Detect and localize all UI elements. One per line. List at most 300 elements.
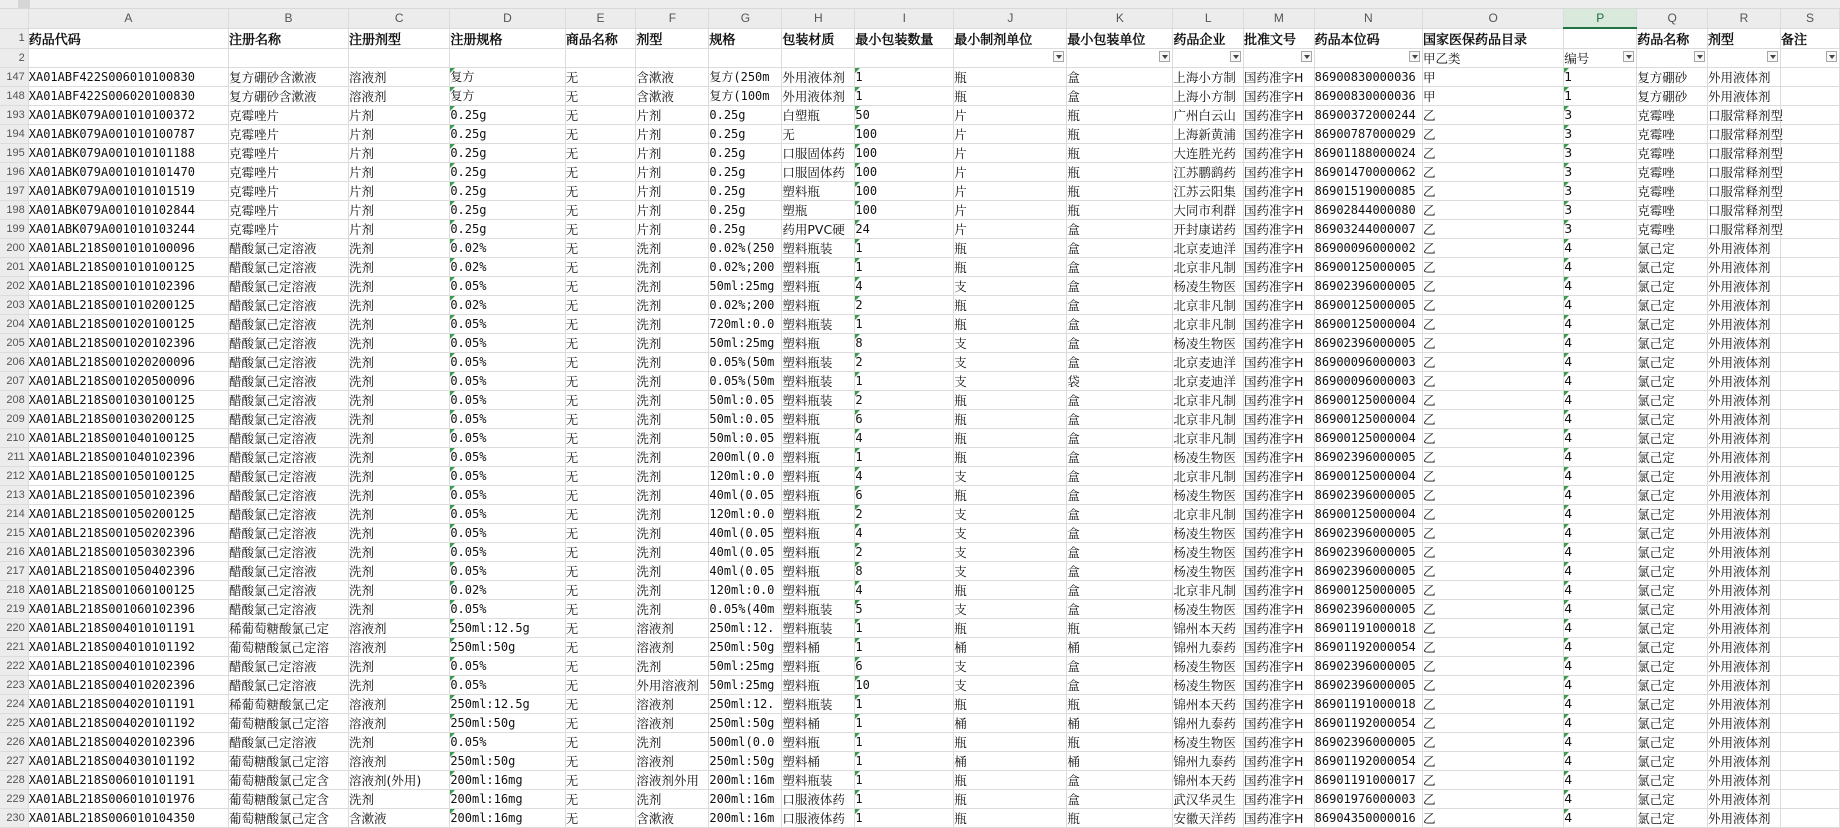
cell-i[interactable]: 24 <box>855 219 954 238</box>
cell-n[interactable]: 86900125000004 <box>1314 428 1422 447</box>
cell-n[interactable]: 86902396000005 <box>1314 523 1422 542</box>
cell-n[interactable]: 86900830000036 <box>1314 67 1422 86</box>
cell-p[interactable]: 4 <box>1564 276 1637 295</box>
cell-j[interactable]: 片 <box>954 162 1067 181</box>
cell-n[interactable]: 86900830000036 <box>1314 86 1422 105</box>
column-header-o[interactable]: O <box>1422 9 1563 28</box>
cell-r[interactable]: 外用液体剂 <box>1707 599 1780 618</box>
cell-m[interactable]: 国药准字H <box>1243 789 1314 808</box>
cell-j[interactable]: 片 <box>954 200 1067 219</box>
column-header-p[interactable]: P <box>1564 9 1637 28</box>
cell-g[interactable] <box>709 48 782 67</box>
cell-a[interactable]: XA01ABL218S001010102396 <box>28 276 228 295</box>
cell-q[interactable]: 氯己定 <box>1637 770 1708 789</box>
cell-h[interactable] <box>782 48 855 67</box>
cell-m[interactable]: 国药准字H <box>1243 656 1314 675</box>
cell-h[interactable]: 塑料瓶 <box>782 504 855 523</box>
cell-n[interactable]: 86901192000054 <box>1314 713 1422 732</box>
cell-e[interactable]: 无 <box>565 162 636 181</box>
cell-g[interactable]: 0.25g <box>709 219 782 238</box>
row-number[interactable]: 196 <box>0 162 28 181</box>
tab-stub[interactable] <box>18 0 30 8</box>
cell-q[interactable]: 克霉唑 <box>1637 143 1708 162</box>
cell-c[interactable]: 洗剂 <box>349 599 450 618</box>
cell-i[interactable]: 1 <box>855 789 954 808</box>
cell-s[interactable] <box>1780 770 1839 789</box>
cell-e[interactable]: 无 <box>565 770 636 789</box>
row-number[interactable]: 217 <box>0 561 28 580</box>
cell-i[interactable]: 1 <box>855 732 954 751</box>
column-header-l[interactable]: L <box>1173 9 1244 28</box>
cell-c[interactable]: 洗剂 <box>349 428 450 447</box>
cell-k[interactable]: 盒 <box>1067 257 1173 276</box>
cell-b[interactable]: 醋酸氯己定溶液 <box>228 580 348 599</box>
cell-h[interactable]: 塑料瓶装 <box>782 352 855 371</box>
cell-q[interactable]: 氯己定 <box>1637 637 1708 656</box>
cell-e[interactable]: 无 <box>565 789 636 808</box>
cell-a[interactable]: XA01ABL218S001040102396 <box>28 447 228 466</box>
cell-q[interactable]: 氯己定 <box>1637 675 1708 694</box>
cell-o[interactable]: 乙 <box>1422 428 1563 447</box>
row-number[interactable]: 206 <box>0 352 28 371</box>
cell-p[interactable]: 1 <box>1564 86 1637 105</box>
cell-f[interactable]: 洗剂 <box>636 314 709 333</box>
cell-a[interactable]: XA01ABL218S001050200125 <box>28 504 228 523</box>
cell-i[interactable]: 2 <box>855 352 954 371</box>
cell-h[interactable]: 无 <box>782 124 855 143</box>
cell-a[interactable]: XA01ABK079A001010102844 <box>28 200 228 219</box>
cell-d[interactable]: 200ml:16mg <box>450 770 565 789</box>
cell-g[interactable]: 0.25g <box>709 200 782 219</box>
row-number[interactable]: 214 <box>0 504 28 523</box>
cell-c[interactable]: 洗剂 <box>349 257 450 276</box>
column-header-h[interactable]: H <box>782 9 855 28</box>
cell-f[interactable]: 含漱液 <box>636 67 709 86</box>
cell-m[interactable]: 国药准字H <box>1243 523 1314 542</box>
cell-f[interactable]: 外用溶液剂 <box>636 675 709 694</box>
cell-k[interactable]: 瓶 <box>1067 181 1173 200</box>
cell-j[interactable]: 支 <box>954 333 1067 352</box>
column-header-f[interactable]: F <box>636 9 709 28</box>
row-number[interactable]: 198 <box>0 200 28 219</box>
cell-s[interactable] <box>1780 504 1839 523</box>
cell-h[interactable]: 外用液体剂 <box>782 86 855 105</box>
cell-f[interactable]: 剂型 <box>636 28 709 48</box>
cell-i[interactable]: 2 <box>855 542 954 561</box>
cell-o[interactable]: 乙 <box>1422 732 1563 751</box>
cell-l[interactable]: 北京非凡制 <box>1173 504 1244 523</box>
cell-l[interactable]: 锦州九泰药 <box>1173 637 1244 656</box>
cell-d[interactable]: 0.25g <box>450 105 565 124</box>
cell-a[interactable]: XA01ABL218S001050302396 <box>28 542 228 561</box>
cell-a[interactable]: XA01ABL218S001060102396 <box>28 599 228 618</box>
cell-d[interactable]: 0.05% <box>450 276 565 295</box>
cell-e[interactable]: 无 <box>565 200 636 219</box>
cell-f[interactable]: 洗剂 <box>636 428 709 447</box>
cell-n[interactable]: 86902396000005 <box>1314 542 1422 561</box>
cell-r[interactable]: 外用液体剂 <box>1707 713 1780 732</box>
cell-o[interactable]: 乙 <box>1422 314 1563 333</box>
cell-f[interactable]: 片剂 <box>636 143 709 162</box>
cell-g[interactable]: 0.02%;200 <box>709 295 782 314</box>
cell-f[interactable]: 片剂 <box>636 219 709 238</box>
filter-dropdown-button[interactable] <box>1623 51 1634 62</box>
cell-p[interactable]: 4 <box>1564 694 1637 713</box>
cell-f[interactable]: 溶液剂 <box>636 618 709 637</box>
cell-k[interactable]: 瓶 <box>1067 105 1173 124</box>
cell-q[interactable]: 氯己定 <box>1637 808 1708 827</box>
cell-k[interactable]: 盒 <box>1067 466 1173 485</box>
cell-s[interactable] <box>1780 447 1839 466</box>
cell-k[interactable]: 盒 <box>1067 447 1173 466</box>
cell-a[interactable]: XA01ABK079A001010101519 <box>28 181 228 200</box>
cell-m[interactable]: 国药准字H <box>1243 390 1314 409</box>
cell-c[interactable]: 溶液剂 <box>349 86 450 105</box>
cell-q[interactable]: 氯己定 <box>1637 295 1708 314</box>
cell-b[interactable]: 醋酸氯己定溶液 <box>228 371 348 390</box>
cell-h[interactable]: 塑料瓶 <box>782 409 855 428</box>
row-number[interactable]: 207 <box>0 371 28 390</box>
cell-r[interactable]: 外用液体剂 <box>1707 637 1780 656</box>
cell-f[interactable]: 洗剂 <box>636 732 709 751</box>
cell-p[interactable]: 4 <box>1564 314 1637 333</box>
cell-c[interactable]: 片剂 <box>349 105 450 124</box>
cell-g[interactable]: 50ml:25mg <box>709 675 782 694</box>
cell-k[interactable]: 最小包装单位 <box>1067 28 1173 48</box>
cell-q[interactable]: 氯己定 <box>1637 732 1708 751</box>
cell-k[interactable]: 瓶 <box>1067 200 1173 219</box>
cell-j[interactable]: 支 <box>954 352 1067 371</box>
cell-l[interactable]: 江苏云阳集 <box>1173 181 1244 200</box>
cell-j[interactable]: 支 <box>954 656 1067 675</box>
cell-o[interactable]: 国家医保药品目录 <box>1422 28 1563 48</box>
cell-h[interactable]: 塑料桶 <box>782 713 855 732</box>
cell-j[interactable]: 瓶 <box>954 618 1067 637</box>
cell-o[interactable]: 乙 <box>1422 447 1563 466</box>
cell-b[interactable]: 克霉唑片 <box>228 181 348 200</box>
cell-i[interactable]: 4 <box>855 523 954 542</box>
cell-e[interactable]: 无 <box>565 447 636 466</box>
filter-dropdown-button[interactable] <box>1053 51 1064 62</box>
cell-q[interactable]: 氯己定 <box>1637 542 1708 561</box>
cell-o[interactable]: 乙 <box>1422 352 1563 371</box>
cell-k[interactable]: 瓶 <box>1067 808 1173 827</box>
cell-m[interactable]: 国药准字H <box>1243 694 1314 713</box>
cell-r[interactable]: 外用液体剂 <box>1707 580 1780 599</box>
cell-r[interactable]: 外用液体剂 <box>1707 238 1780 257</box>
column-header-b[interactable]: B <box>228 9 348 28</box>
cell-h[interactable]: 塑料瓶 <box>782 485 855 504</box>
cell-o[interactable]: 乙 <box>1422 105 1563 124</box>
cell-m[interactable]: 国药准字H <box>1243 675 1314 694</box>
cell-s[interactable] <box>1780 542 1839 561</box>
cell-a[interactable]: XA01ABL218S001030100125 <box>28 390 228 409</box>
cell-h[interactable]: 塑料瓶 <box>782 675 855 694</box>
cell-o[interactable]: 乙 <box>1422 162 1563 181</box>
cell-l[interactable]: 大同市利群 <box>1173 200 1244 219</box>
cell-c[interactable]: 洗剂 <box>349 314 450 333</box>
cell-s[interactable] <box>1780 105 1839 124</box>
cell-g[interactable]: 50ml:25mg <box>709 276 782 295</box>
cell-r[interactable]: 外用液体剂 <box>1707 808 1780 827</box>
cell-o[interactable]: 乙 <box>1422 276 1563 295</box>
cell-b[interactable]: 复方硼砂含漱液 <box>228 67 348 86</box>
cell-r[interactable]: 外用液体剂 <box>1707 352 1780 371</box>
row-number[interactable]: 224 <box>0 694 28 713</box>
cell-o[interactable]: 甲乙类 <box>1422 48 1563 67</box>
cell-a[interactable]: XA01ABL218S006010104350 <box>28 808 228 827</box>
column-header-k[interactable]: K <box>1067 9 1173 28</box>
cell-n[interactable]: 86900125000005 <box>1314 257 1422 276</box>
cell-p[interactable]: 1 <box>1564 67 1637 86</box>
cell-s[interactable] <box>1780 694 1839 713</box>
row-number[interactable]: 193 <box>0 105 28 124</box>
cell-q[interactable]: 药品名称 <box>1637 28 1708 48</box>
cell-h[interactable]: 塑料瓶装 <box>782 770 855 789</box>
cell-h[interactable]: 塑料瓶装 <box>782 694 855 713</box>
cell-i[interactable]: 1 <box>855 67 954 86</box>
cell-e[interactable]: 商品名称 <box>565 28 636 48</box>
cell-s[interactable] <box>1780 352 1839 371</box>
cell-o[interactable]: 乙 <box>1422 618 1563 637</box>
cell-e[interactable]: 无 <box>565 390 636 409</box>
cell-a[interactable]: XA01ABK079A001010100372 <box>28 105 228 124</box>
cell-d[interactable]: 0.25g <box>450 181 565 200</box>
cell-a[interactable]: XA01ABL218S004010101192 <box>28 637 228 656</box>
cell-r[interactable]: 外用液体剂 <box>1707 523 1780 542</box>
cell-a[interactable]: XA01ABL218S006010101191 <box>28 770 228 789</box>
cell-j[interactable]: 支 <box>954 561 1067 580</box>
cell-b[interactable]: 醋酸氯己定溶液 <box>228 333 348 352</box>
cell-c[interactable]: 溶液剂 <box>349 637 450 656</box>
cell-g[interactable]: 250ml:50g <box>709 751 782 770</box>
cell-r[interactable]: 剂型 <box>1707 28 1780 48</box>
cell-f[interactable]: 片剂 <box>636 162 709 181</box>
cell-k[interactable]: 袋 <box>1067 371 1173 390</box>
filter-dropdown-button[interactable] <box>1230 51 1241 62</box>
cell-i[interactable]: 1 <box>855 447 954 466</box>
cell-a[interactable]: XA01ABL218S001050402396 <box>28 561 228 580</box>
cell-n[interactable]: 86903244000007 <box>1314 219 1422 238</box>
cell-h[interactable]: 塑料瓶 <box>782 428 855 447</box>
cell-r[interactable]: 外用液体剂 <box>1707 561 1780 580</box>
cell-m[interactable]: 国药准字H <box>1243 295 1314 314</box>
cell-h[interactable]: 药用PVC硬 <box>782 219 855 238</box>
cell-f[interactable]: 片剂 <box>636 200 709 219</box>
cell-q[interactable]: 克霉唑 <box>1637 124 1708 143</box>
cell-j[interactable]: 瓶 <box>954 390 1067 409</box>
cell-o[interactable]: 乙 <box>1422 656 1563 675</box>
cell-e[interactable]: 无 <box>565 428 636 447</box>
cell-m[interactable]: 国药准字H <box>1243 770 1314 789</box>
cell-d[interactable]: 0.05% <box>450 371 565 390</box>
cell-n[interactable]: 86901192000054 <box>1314 637 1422 656</box>
cell-o[interactable]: 乙 <box>1422 124 1563 143</box>
cell-d[interactable]: 0.05% <box>450 675 565 694</box>
cell-e[interactable]: 无 <box>565 352 636 371</box>
row-number[interactable]: 199 <box>0 219 28 238</box>
cell-q[interactable]: 氯己定 <box>1637 447 1708 466</box>
cell-l[interactable]: 北京非凡制 <box>1173 466 1244 485</box>
cell-l[interactable]: 安徽天洋药 <box>1173 808 1244 827</box>
cell-s[interactable] <box>1780 48 1839 67</box>
cell-e[interactable]: 无 <box>565 675 636 694</box>
row-number[interactable]: 225 <box>0 713 28 732</box>
cell-o[interactable]: 乙 <box>1422 542 1563 561</box>
cell-c[interactable]: 片剂 <box>349 181 450 200</box>
cell-f[interactable]: 溶液剂 <box>636 637 709 656</box>
cell-p[interactable]: 4 <box>1564 485 1637 504</box>
cell-c[interactable]: 洗剂 <box>349 295 450 314</box>
cell-r[interactable]: 外用液体剂 <box>1707 656 1780 675</box>
cell-j[interactable]: 瓶 <box>954 257 1067 276</box>
cell-e[interactable]: 无 <box>565 86 636 105</box>
cell-h[interactable]: 塑料瓶 <box>782 466 855 485</box>
cell-l[interactable]: 锦州九泰药 <box>1173 713 1244 732</box>
cell-i[interactable]: 4 <box>855 276 954 295</box>
cell-d[interactable]: 0.05% <box>450 523 565 542</box>
cell-a[interactable]: XA01ABL218S001010200125 <box>28 295 228 314</box>
cell-e[interactable]: 无 <box>565 219 636 238</box>
cell-h[interactable]: 塑料瓶 <box>782 656 855 675</box>
cell-p[interactable]: 4 <box>1564 808 1637 827</box>
cell-g[interactable]: 40ml(0.05 <box>709 561 782 580</box>
cell-b[interactable]: 醋酸氯己定溶液 <box>228 257 348 276</box>
cell-m[interactable]: 国药准字H <box>1243 238 1314 257</box>
cell-q[interactable]: 氯己定 <box>1637 713 1708 732</box>
cell-r[interactable]: 外用液体剂 <box>1707 295 1780 314</box>
cell-l[interactable]: 杨凌生物医 <box>1173 732 1244 751</box>
cell-m[interactable]: 国药准字H <box>1243 200 1314 219</box>
cell-n[interactable]: 86902396000005 <box>1314 656 1422 675</box>
cell-j[interactable]: 瓶 <box>954 580 1067 599</box>
cell-j[interactable]: 支 <box>954 599 1067 618</box>
cell-a[interactable]: XA01ABK079A001010103244 <box>28 219 228 238</box>
cell-m[interactable]: 国药准字H <box>1243 808 1314 827</box>
cell-h[interactable]: 塑料桶 <box>782 751 855 770</box>
cell-a[interactable]: XA01ABL218S001030200125 <box>28 409 228 428</box>
cell-p[interactable]: 4 <box>1564 713 1637 732</box>
filter-dropdown-button[interactable] <box>1159 51 1170 62</box>
cell-f[interactable]: 洗剂 <box>636 276 709 295</box>
cell-n[interactable]: 86901519000085 <box>1314 181 1422 200</box>
cell-a[interactable]: XA01ABL218S004020102396 <box>28 732 228 751</box>
cell-n[interactable]: 86900372000244 <box>1314 105 1422 124</box>
cell-h[interactable]: 塑料瓶 <box>782 333 855 352</box>
cell-b[interactable]: 葡萄糖酸氯己定含 <box>228 770 348 789</box>
cell-p[interactable]: 4 <box>1564 789 1637 808</box>
cell-j[interactable]: 瓶 <box>954 67 1067 86</box>
cell-h[interactable]: 白塑瓶 <box>782 105 855 124</box>
cell-s[interactable] <box>1780 390 1839 409</box>
cell-c[interactable]: 洗剂 <box>349 390 450 409</box>
cell-i[interactable]: 1 <box>855 86 954 105</box>
cell-q[interactable]: 克霉唑 <box>1637 162 1708 181</box>
cell-g[interactable]: 50ml:25mg <box>709 333 782 352</box>
cell-g[interactable]: 规格 <box>709 28 782 48</box>
cell-r[interactable]: 口服常释剂型 <box>1707 124 1780 143</box>
cell-d[interactable]: 0.05% <box>450 732 565 751</box>
cell-a[interactable]: XA01ABF422S006020100830 <box>28 86 228 105</box>
cell-n[interactable]: 86902396000005 <box>1314 333 1422 352</box>
cell-b[interactable]: 复方硼砂含漱液 <box>228 86 348 105</box>
cell-k[interactable]: 盒 <box>1067 219 1173 238</box>
cell-k[interactable]: 盒 <box>1067 238 1173 257</box>
cell-m[interactable]: 国药准字H <box>1243 428 1314 447</box>
cell-q[interactable]: 氯己定 <box>1637 485 1708 504</box>
cell-l[interactable]: 北京麦迪洋 <box>1173 238 1244 257</box>
cell-s[interactable] <box>1780 314 1839 333</box>
column-header-r[interactable]: R <box>1707 9 1780 28</box>
cell-h[interactable]: 塑料瓶 <box>782 580 855 599</box>
cell-r[interactable]: 外用液体剂 <box>1707 86 1780 105</box>
cell-h[interactable]: 塑料瓶 <box>782 181 855 200</box>
cell-r[interactable]: 外用液体剂 <box>1707 542 1780 561</box>
cell-m[interactable]: 国药准字H <box>1243 485 1314 504</box>
cell-g[interactable]: 250ml:12. <box>709 618 782 637</box>
cell-o[interactable]: 乙 <box>1422 713 1563 732</box>
column-header-a[interactable]: A <box>28 9 228 28</box>
cell-d[interactable]: 0.02% <box>450 238 565 257</box>
cell-n[interactable]: 86901191000017 <box>1314 770 1422 789</box>
cell-s[interactable] <box>1780 371 1839 390</box>
cell-s[interactable] <box>1780 181 1839 200</box>
cell-c[interactable]: 洗剂 <box>349 447 450 466</box>
cell-k[interactable]: 瓶 <box>1067 124 1173 143</box>
cell-q[interactable]: 氯己定 <box>1637 257 1708 276</box>
cell-a[interactable]: XA01ABL218S001020100125 <box>28 314 228 333</box>
cell-l[interactable]: 北京非凡制 <box>1173 580 1244 599</box>
cell-b[interactable]: 克霉唑片 <box>228 219 348 238</box>
cell-k[interactable]: 盒 <box>1067 542 1173 561</box>
cell-g[interactable]: 50ml:0.05 <box>709 409 782 428</box>
cell-c[interactable]: 溶液剂(外用) <box>349 770 450 789</box>
cell-a[interactable]: XA01ABL218S001020200096 <box>28 352 228 371</box>
cell-p[interactable]: 4 <box>1564 561 1637 580</box>
cell-a[interactable]: XA01ABL218S001050102396 <box>28 485 228 504</box>
cell-c[interactable]: 洗剂 <box>349 675 450 694</box>
row-number[interactable]: 203 <box>0 295 28 314</box>
cell-d[interactable]: 0.05% <box>450 485 565 504</box>
cell-f[interactable]: 溶液剂 <box>636 694 709 713</box>
cell-b[interactable]: 葡萄糖酸氯己定含 <box>228 789 348 808</box>
cell-f[interactable]: 洗剂 <box>636 504 709 523</box>
cell-e[interactable]: 无 <box>565 713 636 732</box>
row-number[interactable]: 215 <box>0 523 28 542</box>
row-number[interactable]: 212 <box>0 466 28 485</box>
cell-p[interactable]: 4 <box>1564 542 1637 561</box>
row-number[interactable]: 219 <box>0 599 28 618</box>
cell-j[interactable]: 桶 <box>954 751 1067 770</box>
cell-a[interactable]: XA01ABL218S001020500096 <box>28 371 228 390</box>
cell-l[interactable]: 北京非凡制 <box>1173 428 1244 447</box>
cell-a[interactable]: XA01ABL218S004010202396 <box>28 675 228 694</box>
cell-j[interactable]: 支 <box>954 523 1067 542</box>
cell-d[interactable]: 0.05% <box>450 656 565 675</box>
cell-i[interactable]: 6 <box>855 656 954 675</box>
row-number[interactable]: 221 <box>0 637 28 656</box>
cell-g[interactable]: 0.25g <box>709 181 782 200</box>
cell-f[interactable]: 洗剂 <box>636 485 709 504</box>
cell-e[interactable]: 无 <box>565 181 636 200</box>
cell-i[interactable]: 1 <box>855 238 954 257</box>
filter-dropdown-button[interactable] <box>1826 51 1837 62</box>
cell-m[interactable]: 国药准字H <box>1243 86 1314 105</box>
cell-h[interactable]: 外用液体剂 <box>782 67 855 86</box>
cell-g[interactable]: 120ml:0.0 <box>709 466 782 485</box>
cell-n[interactable]: 86902396000005 <box>1314 675 1422 694</box>
cell-j[interactable]: 最小制剂单位 <box>954 28 1067 48</box>
